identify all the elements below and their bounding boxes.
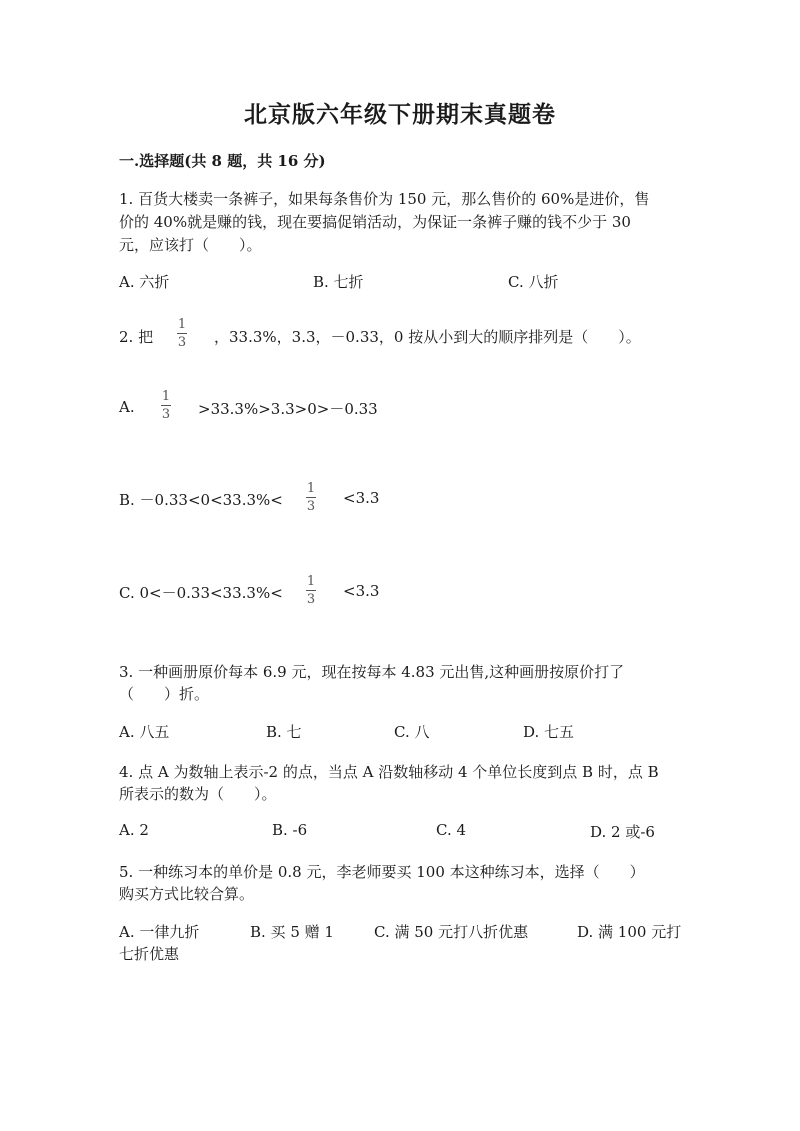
question-1-line-1: 1. 百货大楼卖一条裤子，如果每条售价为 150 元，那么售价的 60%是进价，售 [119, 190, 650, 208]
question-3-option-a[interactable]: A. 八五 [119, 723, 170, 741]
fraction-numerator: 1 [177, 317, 187, 332]
question-5-option-d[interactable]: D. 满 100 元打 [577, 923, 682, 941]
fraction-denominator: 3 [306, 499, 316, 514]
fraction-one-third [306, 574, 316, 607]
question-3-option-b[interactable]: B. 七 [266, 723, 302, 741]
fraction-denominator: 3 [306, 592, 316, 607]
option-a-text: >33.3%>3.3>0>－0.33 [198, 400, 378, 418]
question-1-line-2: 价的 40%就是赚的钱，现在要搞促销活动，为保证一条裤子赚的钱不少于 30 [119, 213, 631, 231]
question-1-option-b[interactable]: B. 七折 [313, 273, 364, 291]
question-1-line-3: 元，应该打（ ）。 [119, 236, 262, 254]
question-2-suffix: ，33.3%，3.3，－0.33，0 按从小到大的顺序排列是（ ）。 [214, 328, 641, 346]
question-2-prefix: 2. 把 [119, 328, 154, 346]
option-b-text-end: <3.3 [343, 489, 380, 507]
fraction-bar [177, 333, 187, 334]
question-4-line-2: 所表示的数为（ ）。 [119, 785, 277, 803]
question-5-line-2: 购买方式比较合算。 [119, 885, 255, 903]
question-3-line-1: 3. 一种画册原价每本 6.9 元，现在按每本 4.83 元出售,这种画册按原价打了 [119, 663, 625, 681]
option-c-text-end: <3.3 [343, 582, 380, 600]
fraction-denominator: 3 [161, 407, 171, 422]
question-4-option-c[interactable]: C. 4 [436, 821, 467, 839]
question-4-option-a[interactable]: A. 2 [119, 821, 149, 839]
question-1-option-c[interactable]: C. 八折 [508, 273, 559, 291]
fraction-bar [306, 497, 316, 498]
question-5-option-b[interactable]: B. 买 5 赠 1 [250, 923, 334, 941]
fraction-numerator: 1 [306, 574, 316, 589]
question-5-option-c[interactable]: C. 满 50 元打八折优惠 [374, 923, 529, 941]
fraction-one-third [306, 481, 316, 514]
fraction-numerator: 1 [306, 481, 316, 496]
page-title: 北京版六年级下册期末真题卷 [244, 101, 556, 128]
question-3-option-c[interactable]: C. 八 [394, 723, 430, 741]
option-a-label: A. [119, 398, 135, 416]
question-5-option-d-continued: 七折优惠 [119, 945, 180, 963]
question-3-line-2: （ ）折。 [119, 685, 210, 703]
fraction-numerator: 1 [161, 389, 171, 404]
question-3-option-d[interactable]: D. 七五 [523, 723, 575, 741]
fraction-one-third [161, 389, 171, 422]
fraction-bar [161, 405, 171, 406]
question-4-option-b[interactable]: B. -6 [272, 821, 308, 839]
question-5-line-1: 5. 一种练习本的单价是 0.8 元，李老师要买 100 本这种练习本，选择（ ） [119, 863, 645, 881]
question-4-line-1: 4. 点 A 为数轴上表示-2 的点，当点 A 沿数轴移动 4 个单位长度到点 B 时，点 B [119, 763, 659, 781]
question-5-option-a[interactable]: A. 一律九折 [119, 923, 200, 941]
fraction-bar [306, 590, 316, 591]
fraction-denominator: 3 [177, 335, 187, 350]
option-c-text: C. 0<－0.33<33.3%< [119, 584, 283, 602]
question-1-option-a[interactable]: A. 六折 [119, 273, 170, 291]
section-heading: 一.选择题(共 8 题，共 16 分) [119, 152, 326, 170]
fraction-one-third [177, 317, 187, 350]
option-b-text: B. －0.33<0<33.3%< [119, 491, 283, 509]
question-4-option-d[interactable]: D. 2 或-6 [590, 823, 655, 841]
